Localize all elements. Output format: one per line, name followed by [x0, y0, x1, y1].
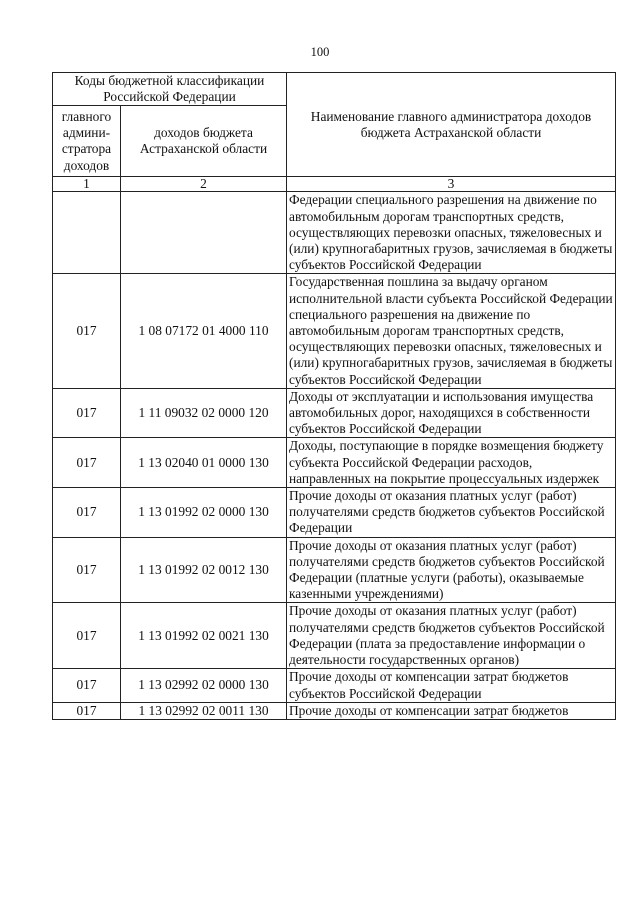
- admin-code: 017: [53, 388, 121, 438]
- table-row: [53, 438, 616, 488]
- income-name: Прочие доходы от оказания платных услуг (работ) получателями средств бюджетов субъектов Российской Федерации (платные услуги (работы), оказываемые казенными учреждениями): [287, 537, 616, 603]
- column-number-1: 1: [53, 177, 121, 192]
- header-column-numbers: [53, 177, 616, 192]
- admin-code: 017: [53, 274, 121, 388]
- table-row: [53, 537, 616, 603]
- income-name: Прочие доходы от оказания платных услуг (работ) получателями средств бюджетов субъектов Российской Федерации (плата за предоставление информации о деятельности государственных органов): [287, 603, 616, 669]
- admin-code: 017: [53, 488, 121, 538]
- income-code: 1 13 01992 02 0012 130: [121, 537, 287, 603]
- income-name: Прочие доходы от оказания платных услуг (работ) получателями средств бюджетов субъектов Российской Федерации: [287, 488, 616, 538]
- income-name: Прочие доходы от компенсации затрат бюджетов: [287, 702, 616, 719]
- header-main-admin: главного админи-стратора доходов: [53, 106, 121, 177]
- budget-classification-table: [52, 72, 616, 720]
- income-code: 1 11 09032 02 0000 120: [121, 388, 287, 438]
- table-row: [53, 488, 616, 538]
- admin-code: 017: [53, 438, 121, 488]
- admin-code: 017: [53, 702, 121, 719]
- admin-code: 017: [53, 603, 121, 669]
- page-number: 100: [310, 45, 330, 59]
- income-code: 1 13 02040 01 0000 130: [121, 438, 287, 488]
- admin-code: 017: [53, 669, 121, 702]
- income-code: 1 13 02992 02 0011 130: [121, 702, 287, 719]
- income-code: [121, 192, 287, 274]
- income-code: 1 13 02992 02 0000 130: [121, 669, 287, 702]
- header-codes-group: Коды бюджетной классификации Российской Федерации: [53, 73, 287, 106]
- income-code: 1 13 01992 02 0021 130: [121, 603, 287, 669]
- admin-code: [53, 192, 121, 274]
- header-admin-name: Наименование главного администратора доходов бюджета Астраханской области: [287, 73, 616, 177]
- table-row: [53, 603, 616, 669]
- admin-code: 017: [53, 537, 121, 603]
- income-name: Доходы от эксплуатации и использования имущества автомобильных дорог, находящихся в собственности субъектов Российской Федерации: [287, 388, 616, 438]
- income-name: Доходы, поступающие в порядке возмещения бюджету субъекта Российской Федерации расходов, направленных на покрытие процессуальных издержек: [287, 438, 616, 488]
- table-row: [53, 702, 616, 719]
- income-code: 1 08 07172 01 4000 110: [121, 274, 287, 388]
- income-code: 1 13 01992 02 0000 130: [121, 488, 287, 538]
- header-row-top: [53, 73, 616, 106]
- income-name: Федерации специального разрешения на движение по автомобильным дорогам транспортных средств, осуществляющих перевозки опасных, тяжеловесных и (или) крупногабаритных грузов, зачисляемая в бюджеты субъектов Российской Федерации: [287, 192, 616, 274]
- header-budget-income: доходов бюджета Астраханской области: [121, 106, 287, 177]
- table-row: [53, 274, 616, 388]
- column-number-2: 2: [121, 177, 287, 192]
- income-name: Прочие доходы от компенсации затрат бюджетов субъектов Российской Федерации: [287, 669, 616, 702]
- column-number-3: 3: [287, 177, 616, 192]
- table-row: [53, 388, 616, 438]
- table-row: [53, 192, 616, 274]
- table-row: [53, 669, 616, 702]
- income-name: Государственная пошлина за выдачу органом исполнительной власти субъекта Российской Федерации специального разрешения на движение по автомобильным дорогам транспортных средств, осуществляющих перевозки опасных, тяжеловесных и (или) крупногабаритных грузов, зачисляемая в бюджеты субъектов Российской Федерации: [287, 274, 616, 388]
